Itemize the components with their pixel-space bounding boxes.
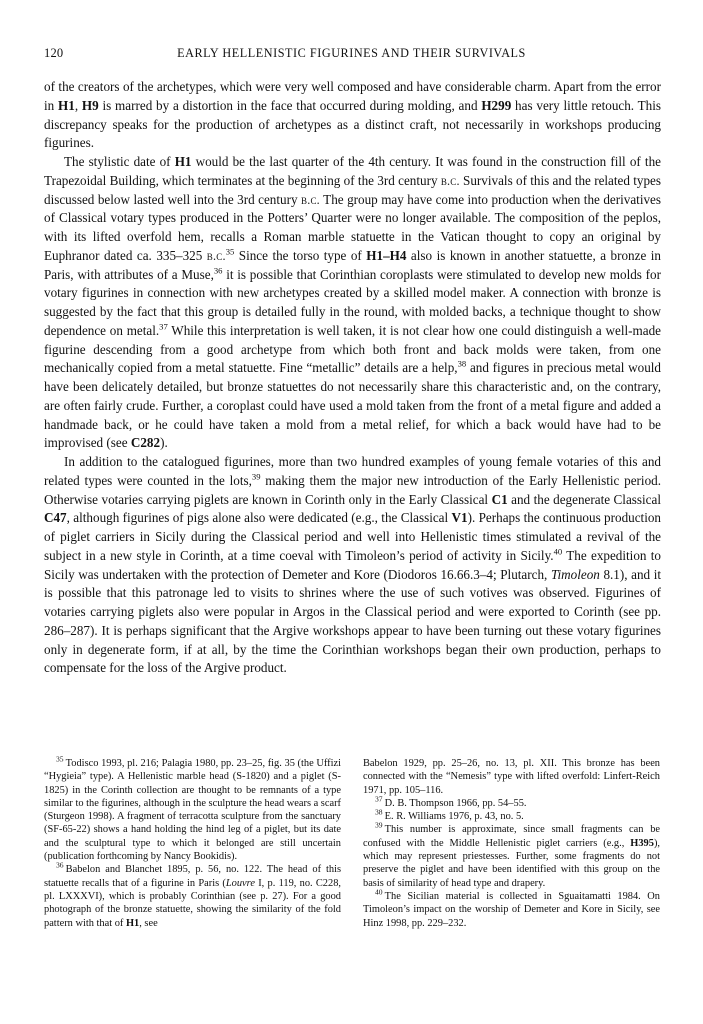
- footnote: Babelon 1929, pp. 25–26, no. 13, pl. XII. This bronze has been connected with the “Nemesis” type with lifted overfold: Linfert-Reich 1971, pp. 105–116.: [363, 758, 660, 796]
- paragraph: of the creators of the archetypes, which were very well composed and have considerable charm. Apart from the error in H1, H9 is marred by a distortion in the face that occurred during molding, and H299 has very little retouch. This discrepancy speaks for the production of archetypes as a distinct craft, not necessarily in workshops producing figurines.: [44, 79, 661, 151]
- page-number: 120: [44, 46, 64, 60]
- footnote: $^{40}$ The Sicilian material is collected in Sguaitamatti 1984. On Timoleon’s impact on the worship of Demeter and Kore in Sicily, see Hinz 1998, pp. 229–232.: [363, 887, 660, 929]
- footnotes: [44, 754, 661, 930]
- footnote: $^{35}$ Todisco 1993, pl. 216; Palagia 1980, pp. 23–25, fig. 35 (the Uffizi “Hygieia” type). A Hellenistic marble head (S-1820) and a piglet (S-1825) in the Corinth collection are thought to be remnants of a type similar to the figurines, although in the sculpture the head wears a scarf (Sturgeon 1998). A fragment of terracotta sculpture from the sanctuary (SF-65-22) shows a hand holding the hind leg of a piglet, but its date and the sculptural type to which it belonged are still uncertain (publication forthcoming by Nancy Bookidis).: [44, 754, 341, 863]
- body-text: [44, 78, 661, 678]
- footnote: $^{36}$ Babelon and Blanchet 1895, p. 56, no. 122. The head of this statuette recalls that of a figurine in Paris (Louvre I, p. 119, no. C228, pl. LXXXVI), which is probably Corinthian (see p. 27). For a good photograph of the bronze statuette, showing the similarity of the fold pattern with that of H1, see: [44, 860, 341, 929]
- paragraph: The stylistic date of H1 would be the last quarter of the 4th century. It was found in the construction fill of the Trapezoidal Building, which terminates at the beginning of the 3rd century b.c. Survivals of this and the related types discussed below lasted well into the 3rd century b.c. The group may have come into production when the derivatives of Classical votary types produced in the Potters’ Quarter were no longer available. The composition of the peplos, with its lifted overfold hem, recalls a Roman marble statuette in the Vatican thought to copy an original by Euphranor dated ca. 335–325 b.c.$^{35}$ Since the torso type of H1–H4 also is known in another statuette, a bronze in Paris, with attributes of a Muse,$^{36}$ it is possible that Corinthian coroplasts were stimulated to develop new molds for votary figurines in connection with new archetypes created by a skilled model maker. A connection with bronze is suggested by the fact that this group is detailed fully in the round, with molded backs, a technique thought to show dependence on metal.$^{37}$ While this interpretation is well taken, it is not clear how one could distinguish a well-made figurine descending from a good archetype from which both front and back molds were taken, from one mechanically copied from a metal statuette. Fine “metallic” details are a help,$^{38}$ and figures in precious metal would have been delicately detailed, but bronze statuettes do not necessarily share this characteristic and, on the contrary, are often fairly crude. Further, a coroplast could have used a mold taken from the front of a metal figure and added a handmade back, or he could have taken a mold from a metal relief, for which a back would have had to be improvised (see C282).: [44, 154, 662, 451]
- page-header: [44, 46, 659, 62]
- footnote: $^{38}$ E. R. Williams 1976, p. 43, no. 5.: [375, 807, 524, 823]
- footnote-column-right: [363, 757, 660, 930]
- footnote-column-left: [44, 754, 341, 930]
- footnote: $^{37}$ D. B. Thompson 1966, pp. 54–55.: [375, 794, 527, 809]
- paragraph: In addition to the catalogued figurines, more than two hundred examples of young female votaries of this and related types were counted in the lots,$^{39}$ making them the major new introduction of the Early Hellenistic period. Otherwise votaries carrying piglets are known in Corinth only in the Early Classical C1 and the degenerate Classical C47, although figurines of pigs alone also were dedicated (e.g., the Classical V1). Perhaps the continuous production of piglet carriers in Sicily during the Classical period and well into Hellenistic times stimulated a revival of the subject in a new style in Corinth, at a time coeval with Timoleon’s period of activity in Sicily.$^{40}$ The expedition to Sicily was undertaken with the protection of Demeter and Kore (Diodoros 16.66.3–4; Plutarch, Timoleon 8.1), and it is possible that this patronage led to visits to shrines where the use of such votives was observed. Figurines of votaries carrying piglets also were popular in Argos in the Classical period and were exported to Corinth (see pp. 286–287). It is perhaps significant that the Argive workshops appear to have been turning out these votary figurines only in degenerate form, if at all, by the time the Corinthian workshops began their own production, perhaps to compensate for the loss of the Argive product.: [44, 454, 662, 676]
- footnote: $^{39}$ This number is approximate, since small fragments can be confused with the Middle Hellenistic piglet carriers (e.g., H395), which may represent priestesses. Further, some fragments do not preserve the piglet and have been identified with this group on the basis of similarity of head type and drapery.: [363, 821, 660, 889]
- running-title: EARLY HELLENISTIC FIGURINES AND THEIR SURVIVALS: [177, 46, 526, 60]
